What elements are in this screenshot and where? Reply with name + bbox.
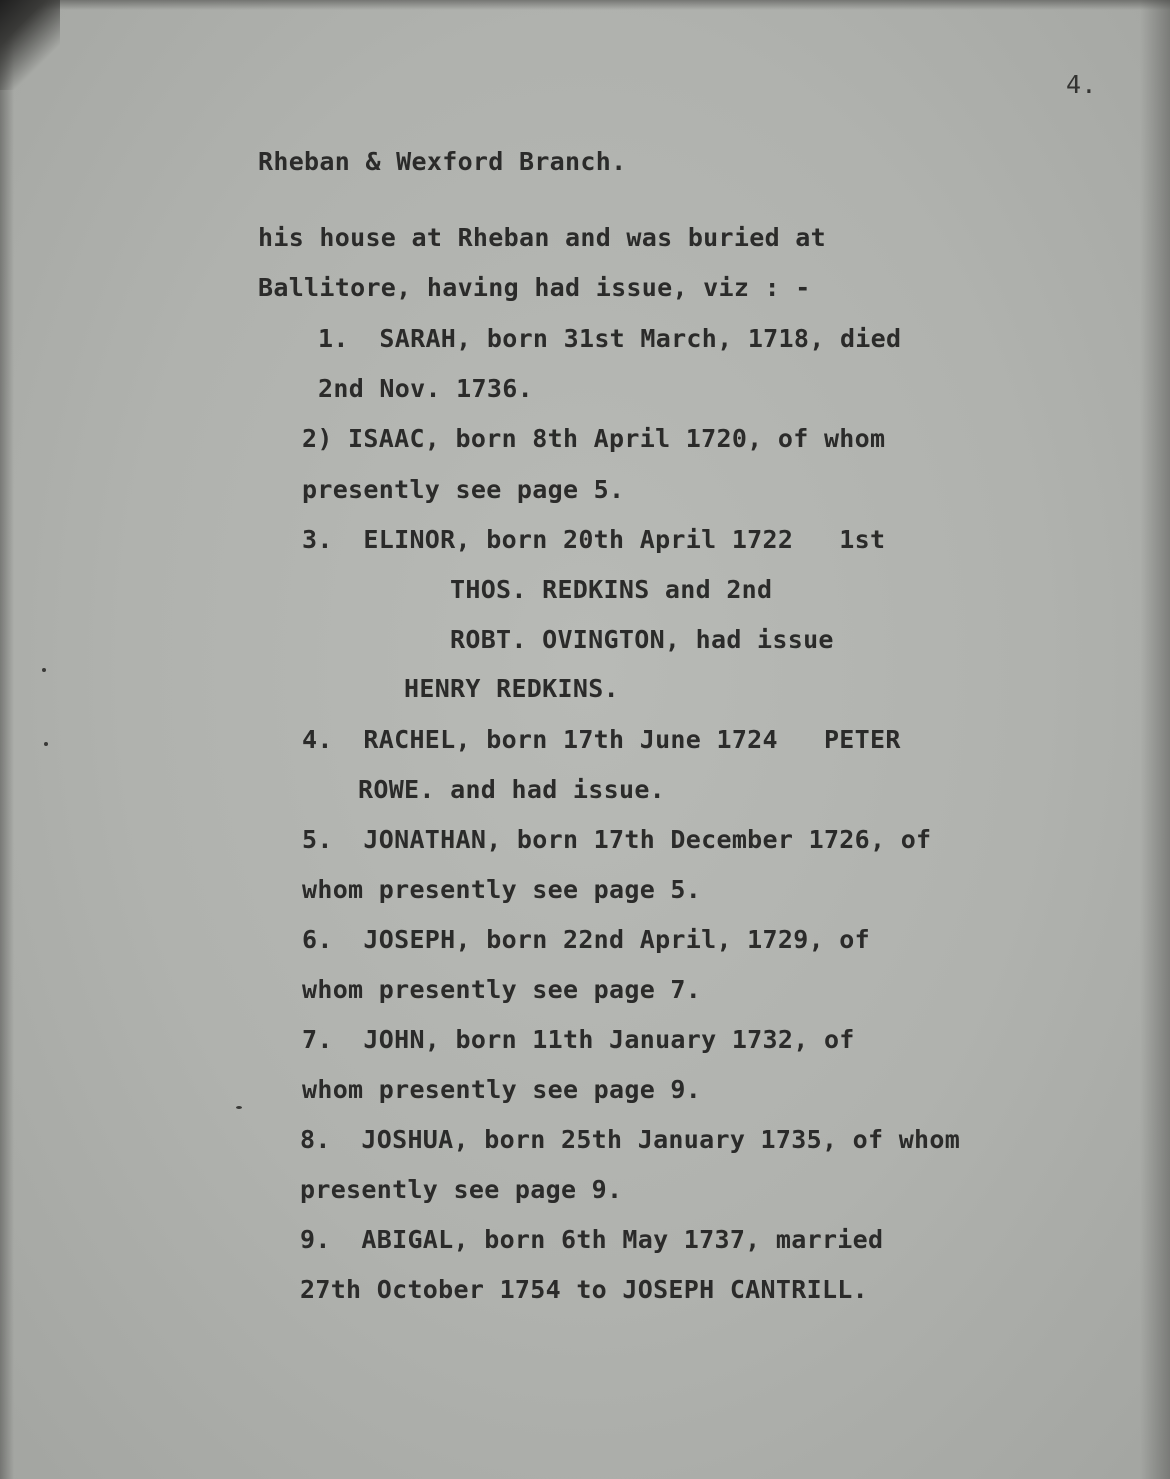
entry-line: whom presently see page 7.	[302, 975, 702, 1004]
entry-line: whom presently see page 5.	[302, 875, 702, 904]
entry-line: 7. JOHN, born 11th January 1732, of	[302, 1025, 855, 1054]
page-top-edge-shadow	[0, 0, 1170, 10]
entry-line: presently see page 9.	[300, 1175, 623, 1204]
paper-speck	[44, 742, 48, 746]
entry-line: presently see page 5.	[302, 475, 625, 504]
entry-line: 4. RACHEL, born 17th June 1724 PETER	[302, 725, 901, 754]
page-corner-shadow	[0, 0, 60, 90]
entry-line: 2) ISAAC, born 8th April 1720, of whom	[302, 424, 886, 453]
entry-line: 6. JOSEPH, born 22nd April, 1729, of	[302, 925, 870, 954]
entry-line: ROBT. OVINGTON, had issue	[450, 625, 834, 654]
paper-speck	[42, 668, 46, 672]
page-left-edge-shadow	[0, 0, 14, 1479]
page-number: 4.	[1066, 70, 1097, 99]
entry-line: 1. SARAH, born 31st March, 1718, died	[318, 324, 902, 353]
section-heading: Rheban & Wexford Branch.	[258, 147, 627, 176]
entry-line: 3. ELINOR, born 20th April 1722 1st	[302, 525, 886, 554]
entry-line: 9. ABIGAL, born 6th May 1737, married	[300, 1225, 884, 1254]
intro-line: his house at Rheban and was buried at	[258, 223, 826, 252]
entry-line: HENRY REDKINS.	[404, 674, 619, 703]
paper-speck	[236, 1106, 242, 1109]
entry-line: 2nd Nov. 1736.	[318, 374, 533, 403]
entry-line: 5. JONATHAN, born 17th December 1726, of	[302, 825, 932, 854]
entry-line: whom presently see page 9.	[302, 1075, 702, 1104]
entry-line: THOS. REDKINS and 2nd	[450, 575, 773, 604]
entry-line: 27th October 1754 to JOSEPH CANTRILL.	[300, 1275, 868, 1304]
page-right-edge-shadow	[1140, 0, 1170, 1479]
intro-line: Ballitore, having had issue, viz : -	[258, 273, 811, 302]
entry-line: ROWE. and had issue.	[358, 775, 666, 804]
entry-line: 8. JOSHUA, born 25th January 1735, of whom	[300, 1125, 961, 1154]
